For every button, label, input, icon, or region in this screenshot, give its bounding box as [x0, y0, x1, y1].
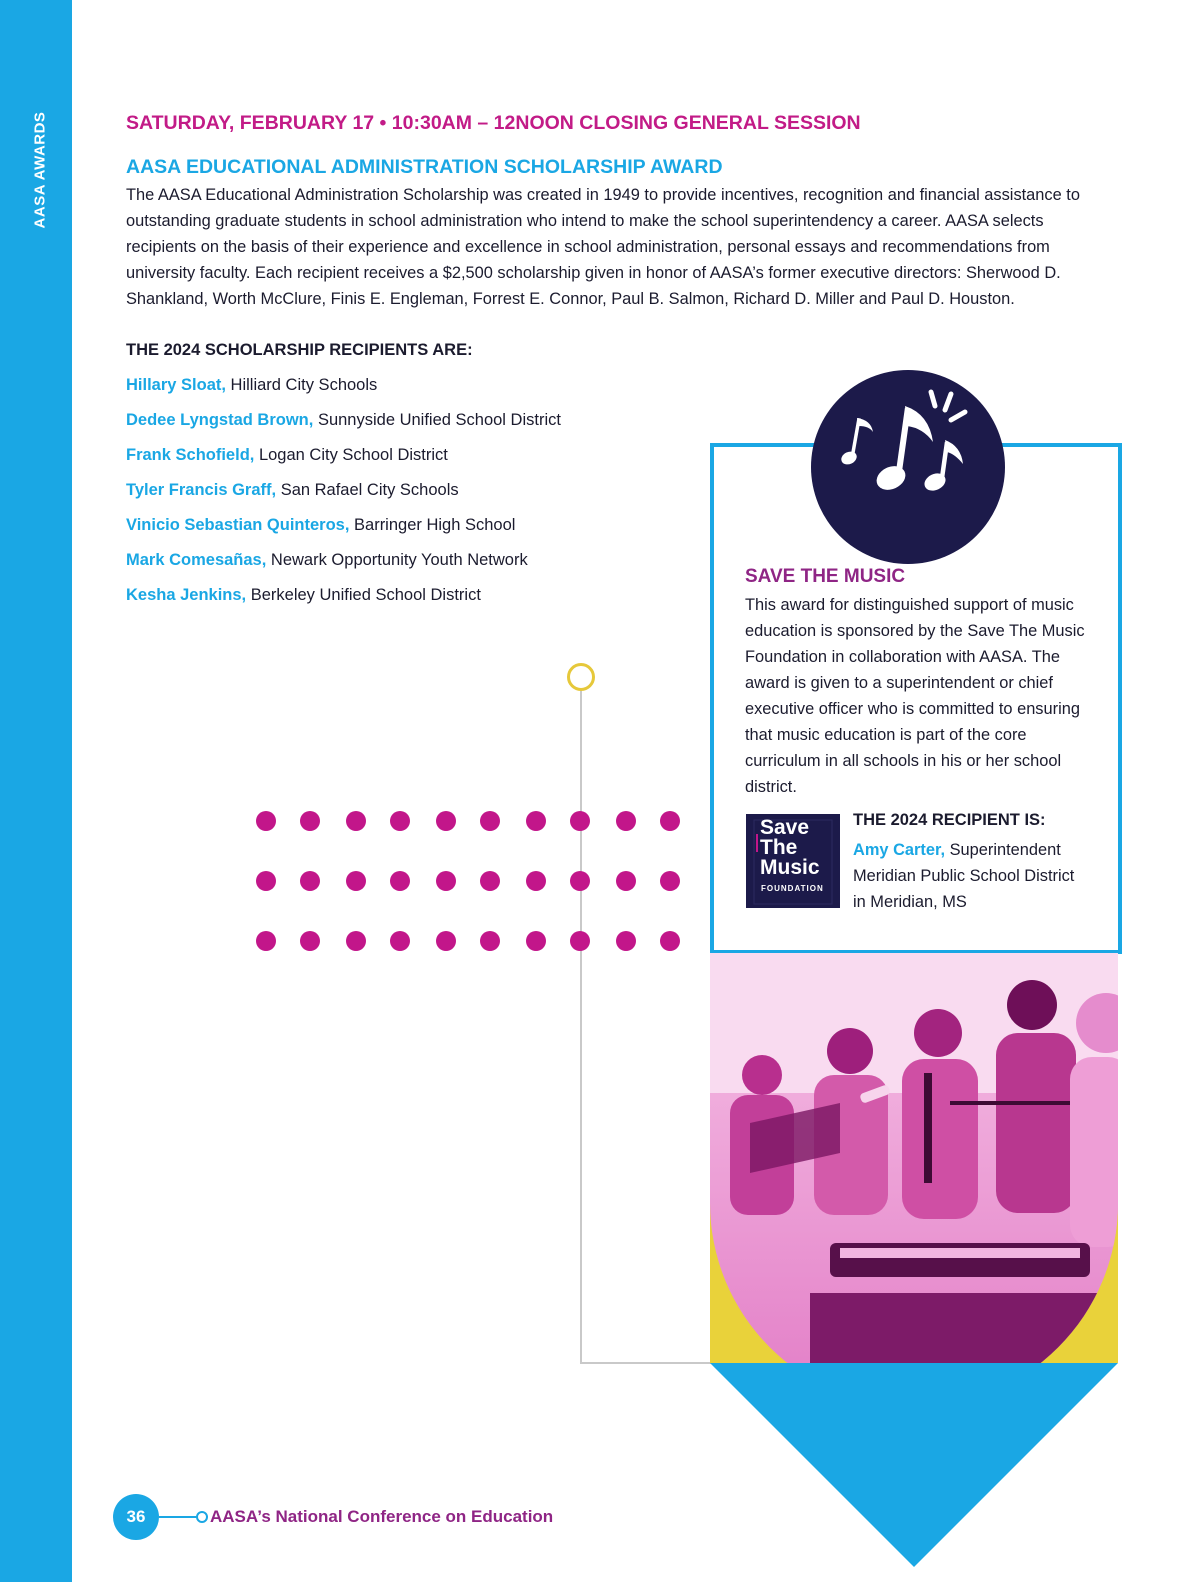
recipient-org: Logan City School District — [258, 446, 448, 464]
decorative-dot — [526, 811, 546, 831]
recipient-org: Hilliard City Schools — [230, 376, 378, 394]
decorative-dot — [256, 931, 276, 951]
recipient-name: Vinicio Sebastian Quinteros, — [126, 516, 350, 534]
recipient-location: in Meridian, MS — [853, 893, 967, 911]
decorative-dot — [390, 811, 410, 831]
decorative-dot — [346, 931, 366, 951]
footer-title: AASA’s National Conference on Education — [210, 1507, 554, 1526]
decorative-dot — [300, 811, 320, 831]
decorative-dot — [660, 931, 680, 951]
students-music-photo — [710, 953, 1118, 1363]
recipient-name: Tyler Francis Graff, — [126, 481, 277, 499]
footer-divider — [159, 1516, 201, 1518]
recipients-list — [126, 372, 561, 617]
list-item — [126, 407, 561, 442]
music-notes-icon — [811, 370, 1005, 564]
session-heading: SATURDAY, FEBRUARY 17 • 10:30AM – 12NOON CLOSING GENERAL SESSION — [126, 112, 861, 134]
decorative-dot — [256, 811, 276, 831]
decorative-dot — [480, 871, 500, 891]
side-bar — [0, 0, 72, 1582]
recipient-name: Frank Schofield, — [126, 446, 255, 464]
award-description: The AASA Educational Administration Scholarship was created in 1949 to provide incentives, recognition and financial assistance to outstanding graduate students in school administration who intend to make the school superintendency a career. AASA selects recipients on the basis of their experience and excellence in school administration, personal essays and recommendations from university faculty. Each recipient receives a $2,500 scholarship given in honor of AASA’s former executive directors: Sherwood D. Shankland, Worth McClure, Finis E. Engleman, Forrest E. Connor, Paul B. Salmon, Richard D. Miller and Paul D. Houston. — [126, 186, 1080, 308]
recipient-name: Hillary Sloat, — [126, 376, 226, 394]
decorative-dot — [436, 811, 456, 831]
logo-word-foundation: FOUNDATION — [761, 884, 824, 893]
decorative-dot — [616, 931, 636, 951]
decorative-dot — [390, 871, 410, 891]
recipient-name: Kesha Jenkins, — [126, 586, 247, 604]
list-item — [126, 582, 561, 617]
recipient-title: Superintendent — [949, 841, 1061, 859]
recipient-line — [853, 837, 1061, 863]
connector-line — [580, 1362, 712, 1364]
decorative-dot — [390, 931, 410, 951]
decorative-dot — [660, 811, 680, 831]
recipients-heading: THE 2024 SCHOLARSHIP RECIPIENTS ARE: — [126, 341, 473, 359]
list-item — [126, 372, 561, 407]
decorative-dot — [480, 811, 500, 831]
decorative-dot — [616, 871, 636, 891]
decorative-dot — [300, 871, 320, 891]
decorative-dot — [526, 931, 546, 951]
recipient-org: Berkeley Unified School District — [250, 586, 481, 604]
recipient-org: Newark Opportunity Youth Network — [270, 551, 528, 569]
decorative-dot — [346, 811, 366, 831]
footer-ring-icon — [196, 1511, 208, 1523]
page-number: 36 — [113, 1494, 159, 1540]
recipient-name: Dedee Lyngstad Brown, — [126, 411, 314, 429]
list-item — [126, 477, 561, 512]
logo-word-save: Save — [760, 816, 810, 839]
decorative-dot — [570, 871, 590, 891]
decorative-dot — [570, 811, 590, 831]
decorative-dot — [346, 871, 366, 891]
decorative-dot — [300, 931, 320, 951]
recipient-org: Barringer High School — [354, 516, 516, 534]
recipient-org: San Rafael City Schools — [280, 481, 459, 499]
decorative-dot — [480, 931, 500, 951]
list-item — [126, 547, 561, 582]
recipient-heading: THE 2024 RECIPIENT IS: — [853, 811, 1046, 829]
decorative-dot — [526, 871, 546, 891]
recipient-district: Meridian Public School District — [853, 867, 1075, 885]
save-the-music-title: SAVE THE MUSIC — [745, 566, 906, 587]
decorative-dot — [256, 871, 276, 891]
logo-word-music: Music — [760, 856, 820, 879]
list-item — [126, 442, 561, 477]
recipient-org: Sunnyside Unified School District — [317, 411, 561, 429]
save-the-music-description: This award for distinguished support of music education is sponsored by the Save The Music Foundation in collaboration with AASA. The award is given to a superintendent or chief executive officer who is committed to ensuring that music education is part of the core curriculum in all schools in his or her school district. — [745, 596, 1085, 796]
award-title: AASA EDUCATIONAL ADMINISTRATION SCHOLARSHIP AWARD — [126, 156, 723, 178]
decorative-dot — [616, 811, 636, 831]
side-section-label: AASA AWARDS — [31, 111, 49, 229]
decorative-dot — [660, 871, 680, 891]
recipient-name: Mark Comesañas, — [126, 551, 267, 569]
decorative-dot-grid — [255, 808, 685, 958]
list-item — [126, 512, 561, 547]
logo-word-the: The — [760, 836, 798, 859]
connector-ring-icon — [567, 663, 595, 691]
decorative-dot — [436, 931, 456, 951]
recipient-name: Amy Carter, — [853, 841, 946, 859]
decorative-dot — [436, 871, 456, 891]
decorative-arrow — [710, 1363, 1118, 1567]
decorative-dot — [570, 931, 590, 951]
connector-line — [580, 688, 582, 1364]
